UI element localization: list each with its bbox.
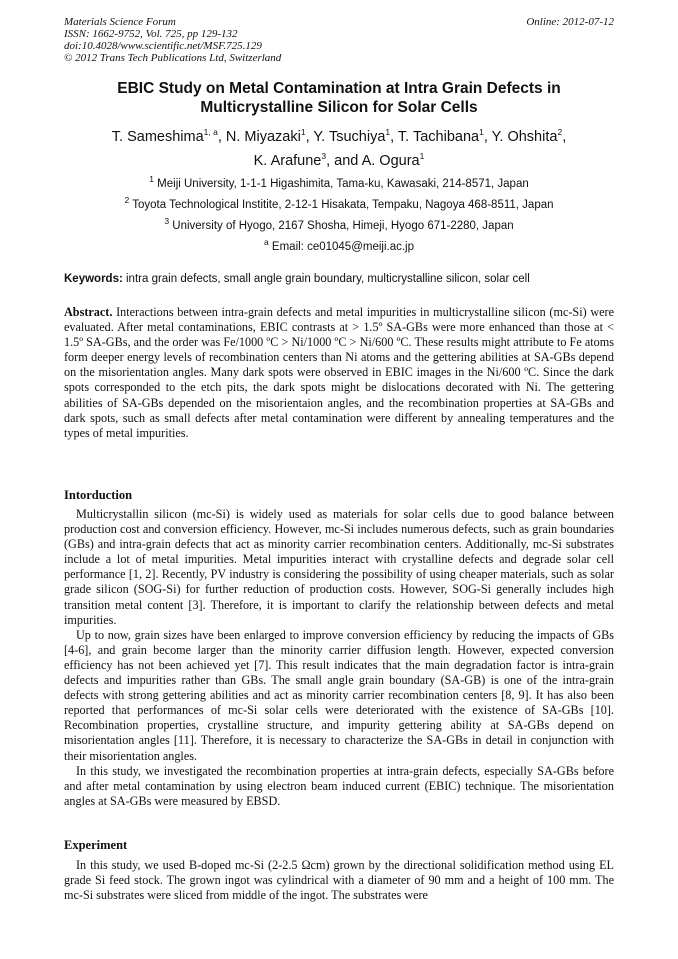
- author-affiliation-mark: 1, a: [203, 127, 218, 138]
- affiliation-item: [64, 216, 614, 237]
- author-name: K. Arafune: [253, 153, 322, 169]
- affiliation-item: [64, 195, 614, 216]
- affiliation-mark: a: [263, 237, 269, 248]
- journal-header: [64, 16, 281, 64]
- author-list: T. Sameshima$^{1, a}$, N. Miyazaki$^1$, Y. Tsuchiya$^1$, T. Tachibana$^1$, Y. Ohshita$^2$, K. Arafune$^3$, and A. Ogura$^1$: [111, 127, 567, 169]
- affiliation-text: University of Hyogo, 2167 Shosha, Himeji, Hyogo 671-2280, Japan: [172, 220, 514, 232]
- issn-line: ISSN: 1662-9752, Vol. 725, pp 129-132: [64, 28, 238, 40]
- author-affiliation-mark: 3: [321, 151, 327, 162]
- affiliation-mark: 2: [124, 195, 130, 206]
- journal-name: Materials Science Forum: [64, 16, 176, 28]
- affiliation-list: [64, 174, 614, 258]
- section-heading-experiment: Experiment: [64, 838, 128, 852]
- author-affiliation-mark: 1: [300, 127, 306, 138]
- paper-title: [64, 79, 614, 117]
- author-affiliation-mark: 2: [557, 127, 563, 138]
- abstract: [64, 305, 614, 441]
- title-line-2: Multicrystalline Silicon for Solar Cells: [200, 99, 478, 116]
- keywords: [64, 272, 614, 286]
- experiment-body: [64, 858, 614, 903]
- paragraph: In this study, we investigated the recombination properties at intra-grain defects, especially SA-GBs before and after metal contamination by using electron beam induced current (EBIC) technique. The misorientation angles at SA-GBs were measured by EBSD.: [64, 763, 614, 808]
- author-name: T. Sameshima: [111, 129, 204, 145]
- affiliation-mark: 1: [149, 174, 154, 185]
- author-affiliation-mark: 1: [419, 151, 425, 162]
- keywords-label: Keywords:: [64, 273, 123, 285]
- author-name: Y. Tsuchiya: [313, 129, 386, 145]
- email-link[interactable]: Email: ce01045@meiji.ac.jp: [271, 241, 414, 253]
- doi-line: doi:10.4028/www.scientific.net/MSF.725.129: [64, 40, 262, 52]
- online-date: Online: 2012-07-12: [526, 16, 614, 28]
- author-affiliation-mark: 1: [385, 127, 391, 138]
- title-line-1: EBIC Study on Metal Contamination at Intra Grain Defects in: [117, 80, 561, 97]
- copyright-line: © 2012 Trans Tech Publications Ltd, Switzerland: [64, 52, 282, 64]
- introduction-body: [64, 507, 614, 809]
- affiliation-item: [64, 237, 614, 258]
- affiliation-text: Toyota Technological Institite, 2-12-1 Hisakata, Tempaku, Nagoya 468-8511, Japan: [132, 199, 554, 211]
- author-name: N. Miyazaki: [225, 129, 301, 145]
- paragraph: Multicrystallin silicon (mc-Si) is widely used as materials for solar cells due to good balance between production cost and conversion efficiency. However, mc-Si includes numerous defects, such as grain boundaries (GBs) and intra-grain defects that act as minority carrier recombination centers. Additionally, mc-Si substrates include a lot of metal impurities. Metal impurities interact with crystalline defects and degrade solar cell performance [1, 2]. Recently, PV industry is considering the possibility of using cheaper materials, such as solar grade silicon (SOG-Si) for further reduction of production costs. However, SOG-Si generally includes high transition metal content [3]. Therefore, it is important to clarify the relationship between defects and metal impurities.: [64, 507, 614, 627]
- abstract-label: Abstract.: [64, 305, 113, 319]
- paragraph: In this study, we used B-doped mc-Si (2-2.5 Ωcm) grown by the directional solidification method using EL grade Si feed stock. The grown ingot was cylindrical with a diameter of 90 mm and a height of 100 mm. The mc-Si substrates were sliced from middle of the ingot. The substrates were: [64, 858, 614, 903]
- abstract-text: Interactions between intra-grain defects and metal impurities in multicrystalline silicon (mc-Si) were evaluated. After metal contaminations, EBIC contrasts at > 1.5º SA-GBs were more enhanced than those at < 1.5º SA-GBs, and the order was Fe/1000 ºC > Ni/1000 ºC > Ni/600 ºC. These results might attribute to Fe atoms form deeper energy levels of recombination centers than Ni atoms and the gettering abilities at SA-GBs depend on the misorientation angles. Many dark spots were observed in EBIC images in the Ni/600 ºC. Since the dark spots corresponded to the etch pits, the dark spots might be dislocations decorated with Ni. The gettering abilities of SA-GBs depended on the misorientaion angles, and the recombination properties at SA-GBs and dark spots, such as small defects after metal contamination were different by annealing temperatures and the types of metal impurities.: [64, 305, 614, 440]
- author-name: T. Tachibana: [397, 129, 480, 145]
- author-affiliation-mark: 1: [479, 127, 484, 138]
- section-heading-introduction: Intorduction: [64, 488, 133, 502]
- keywords-text: intra grain defects, small angle grain boundary, multicrystalline silicon, solar cell: [126, 273, 530, 285]
- author-name: A. Ogura: [361, 153, 420, 169]
- affiliation-mark: 3: [164, 216, 170, 227]
- affiliation-text: Meiji University, 1-1-1 Higashimita, Tama-ku, Kawasaki, 214-8571, Japan: [157, 178, 529, 190]
- affiliation-item: [64, 174, 614, 195]
- paragraph: Up to now, grain sizes have been enlarged to improve conversion efficiency by reducing the impacts of GBs [4-6], and grain become larger than the minority carrier diffusion length. However, expected conversion efficiency has not been achieved yet [7]. This result indicates that the main degradation factor is intra-grain defects and impurities rather than GBs. The small angle grain boundary (SA-GB) is one of the intra-grain defects with strong gettering abilities and act as minority carrier recombination centers [8, 9]. It has also been reported that performances of mc-Si solar cells were deteriorated with the existence of SA-GBs [10]. Recombination properties, crystalline structure, and impurity gettering ability at SA-GBs depend on misorientation angles [11]. Therefore, it is necessary to characterize the SA-GBs in detail in conjunction with their misorientation angles.: [64, 627, 614, 763]
- author-name: Y. Ohshita: [491, 129, 558, 145]
